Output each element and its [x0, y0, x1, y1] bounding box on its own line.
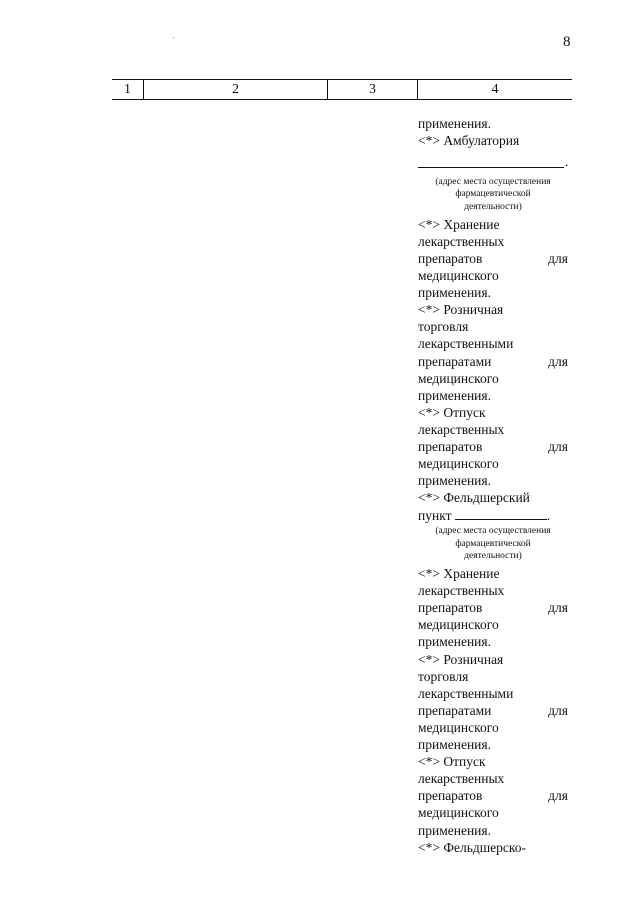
text-line: <*> Амбулатория — [418, 133, 520, 149]
text-word: препаратами — [418, 353, 492, 369]
text-line: <*> Отпуск — [418, 404, 486, 420]
text-line: <*> Розничная — [418, 651, 504, 667]
text-word: для — [548, 353, 568, 369]
text-line: медицинского — [418, 617, 499, 633]
column-header-2: 2 — [232, 82, 239, 97]
address-blank-field — [418, 149, 568, 175]
text-line — [418, 702, 568, 719]
text-line: <*> Фельдшерский — [418, 490, 530, 506]
text-line: применения. — [418, 737, 491, 753]
fill-in-rule — [418, 167, 564, 168]
text-line: медицинского — [418, 719, 499, 735]
scan-speck — [173, 37, 174, 38]
text-line: применения. — [418, 285, 491, 301]
text-line: медицинского — [418, 370, 499, 386]
text-line: . — [565, 154, 569, 170]
text-line: <*> Хранение — [418, 216, 500, 232]
text-line: торговля — [418, 668, 469, 684]
text-word: препаратами — [418, 702, 492, 718]
column-header-1: 1 — [124, 82, 131, 97]
caption-line: фармацевтической — [455, 538, 531, 549]
caption-line: (адрес места осуществления — [435, 177, 551, 188]
caption-line: деятельности) — [464, 201, 522, 212]
text-word: для — [548, 788, 568, 804]
fill-in-rule — [455, 506, 547, 520]
text-word: пункт — [418, 508, 452, 524]
text-line — [418, 438, 568, 455]
text-line: торговля — [418, 319, 469, 335]
text-line — [418, 353, 568, 370]
address-caption — [418, 176, 568, 213]
text-word: для — [548, 250, 568, 266]
caption-line: фармацевтической — [455, 189, 531, 200]
table-header-row — [112, 79, 572, 100]
text-line: лекарственных — [418, 583, 505, 599]
text-line: <*> Отпуск — [418, 754, 486, 770]
text-word: препаратов — [418, 250, 483, 266]
text-word: препаратов — [418, 600, 483, 616]
column-4-content — [418, 115, 568, 856]
text-word: . — [546, 508, 551, 524]
caption-line: (адрес места осуществления — [435, 526, 551, 537]
text-line: лекарственных — [418, 421, 505, 437]
text-line: применения. — [418, 634, 491, 650]
text-word: для — [548, 600, 568, 616]
text-line: лекарственными — [418, 685, 514, 701]
text-word: для — [548, 439, 568, 455]
text-word: препаратов — [418, 439, 483, 455]
address-caption — [418, 525, 568, 562]
text-line: <*> Фельдшерско- — [418, 839, 527, 855]
text-line — [418, 599, 568, 616]
text-line: лекарственных — [418, 771, 505, 787]
text-line: <*> Розничная — [418, 302, 504, 318]
text-line — [418, 787, 568, 804]
text-line: применения. — [418, 387, 491, 403]
text-line: применения. — [418, 822, 491, 838]
column-header-4: 4 — [491, 82, 499, 97]
text-word: для — [548, 702, 568, 718]
text-word: препаратов — [418, 788, 483, 804]
page-number: 8 — [563, 34, 571, 50]
caption-line: деятельности) — [464, 550, 522, 561]
text-line: медицинского — [418, 456, 499, 472]
text-line: лекарственными — [418, 336, 514, 352]
text-line: лекарственных — [418, 233, 505, 249]
text-line: применения. — [418, 116, 491, 131]
text-line: применения. — [418, 473, 491, 489]
text-line — [418, 506, 568, 524]
text-line — [418, 250, 568, 267]
text-line: медицинского — [418, 268, 499, 284]
text-line: медицинского — [418, 805, 499, 821]
column-header-3: 3 — [369, 82, 376, 97]
text-line: <*> Хранение — [418, 566, 500, 582]
